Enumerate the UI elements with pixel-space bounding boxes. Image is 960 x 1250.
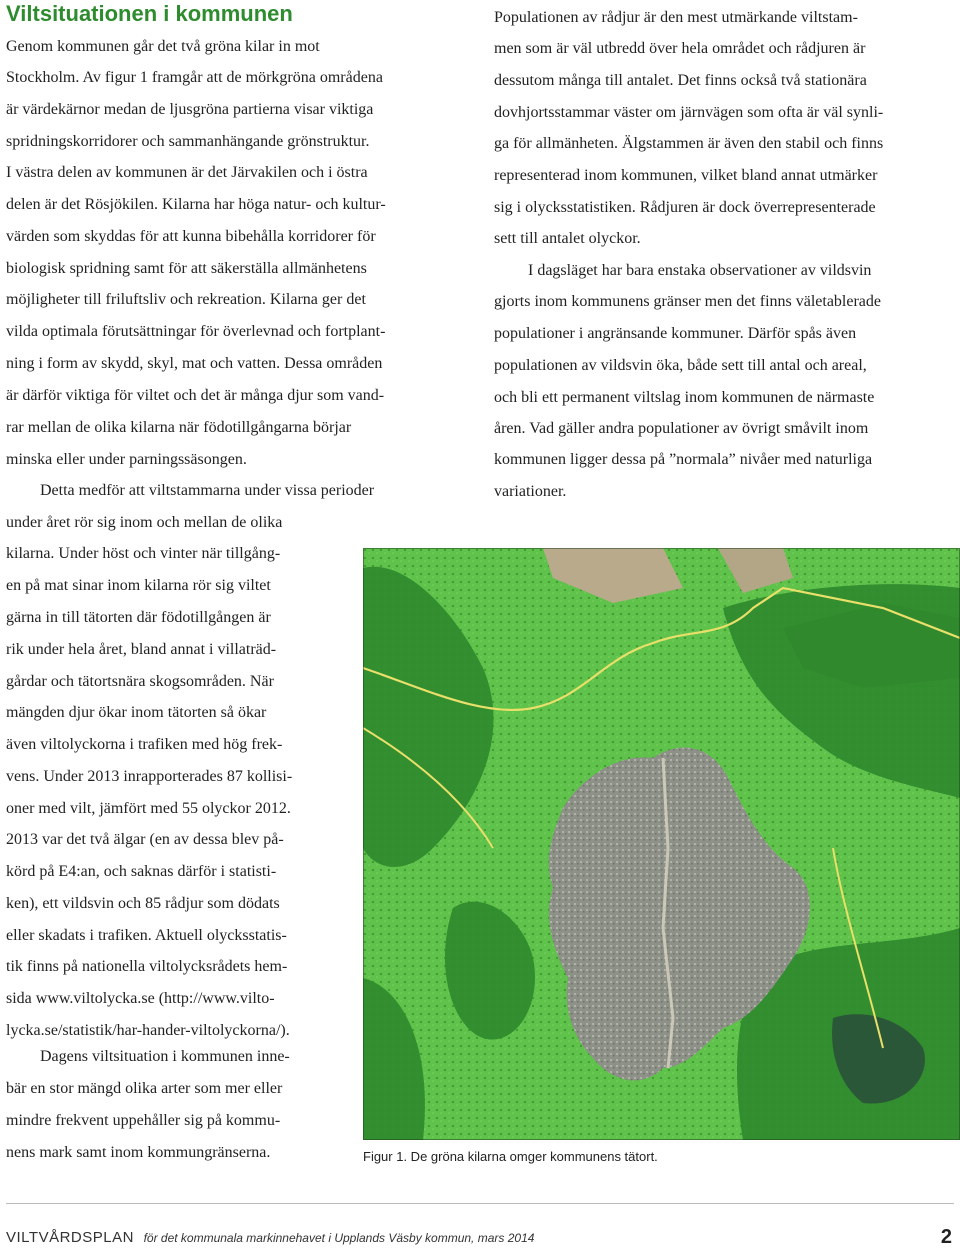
left-text-line: 2013 var det två älgar (en av dessa blev på- [6,831,284,848]
left-text-line: I västra delen av kommunen är det Järvakilen och i östra [6,164,368,181]
right-text-line: sett till antalet olyckor. [494,230,641,247]
footer-subtitle: för det kommunala markinnehavet i Upplands Väsby kommun, mars 2014 [143,1231,535,1245]
right-text-line: gjorts inom kommunens gränser men det finns väletablerade [494,293,882,310]
left-text-line: kilarna. Under höst och vinter när tillgång- [6,545,281,562]
left-text-line: värden som skyddas för att kunna bibehålla korridorer för [6,228,376,245]
figure-caption: Figur 1. De gröna kilarna omger kommunens tätort. [363,1149,658,1164]
right-text-line: kommunen ligger dessa på ”normala” nivåer med naturliga [494,451,873,468]
footer [6,1229,534,1246]
left-text-line: möjligheter till friluftsliv och rekreation. Kilarna ger det [6,291,366,308]
left-text-line: Dagens viltsituation i kommunen inne- [40,1048,290,1065]
right-text-line: dovhjortsstammar väster om järnvägen som ofta är väl synli- [494,104,884,121]
footer-brand: VILTVÅRDSPLAN [6,1229,134,1246]
left-text-line: delen är det Rösjökilen. Kilarna har höga natur- och kultur- [6,196,386,213]
left-text-line: under året rör sig inom och mellan de olika [6,514,283,531]
right-text-line: men som är väl utbredd över hela området och rådjuren är [494,40,866,57]
right-text-line: variationer. [494,483,567,500]
right-text-line: ga för allmänheten. Älgstammen är även den stabil och finns [494,135,884,152]
left-text-line: körd på E4:an, och saknas därför i statisti- [6,863,277,880]
right-text-line: och bli ett permanent viltslag inom kommunen de närmaste [494,389,875,406]
left-text-line: sida www.viltolycka.se (http://www.vilto- [6,990,275,1007]
left-text-line: mindre frekvent uppehåller sig på kommu- [6,1112,281,1129]
page-title: Viltsituationen i kommunen [6,1,293,26]
right-text-line: sig i olycksstatistiken. Rådjuren är dock överrepresenterade [494,199,876,216]
left-text-line: lycka.se/statistik/har-hander-viltolyckorna/). [6,1022,290,1039]
right-text-line: I dagsläget har bara enstaka observationer av vildsvin [528,262,872,279]
left-text-line: ning i form av skydd, skyl, mat och vatten. Dessa områden [6,355,383,372]
left-text-line: ken), ett vildsvin och 85 rådjur som dödats [6,895,280,912]
right-text-line: åren. Vad gäller andra populationer av övrigt småvilt inom [494,420,869,437]
left-text-line: Detta medför att viltstammarna under vissa perioder [40,482,375,499]
left-text-line: spridningskorridorer och sammanhängande grönstruktur. [6,133,370,150]
figure-map [363,548,960,1140]
left-text-line: oner med vilt, jämfört med 55 olyckor 2012. [6,800,291,817]
page-number: 2 [940,1226,952,1248]
green-wedges-map [363,548,960,1140]
left-text-line: är värdekärnor medan de ljusgröna partierna visar viktiga [6,101,374,118]
footer-divider [6,1203,954,1204]
left-text-line: Stockholm. Av figur 1 framgår att de mörkgröna områdena [6,69,383,86]
left-text-line: är därför viktiga för viltet och det är många djur som vand- [6,387,385,404]
left-text-line: bär en stor mängd olika arter som mer eller [6,1080,283,1097]
left-text-line: gärna in till tätorten där födotillgången är [6,609,271,626]
right-text-line: dessutom många till antalet. Det finns också två stationära [494,72,867,89]
right-text-line: populationen av vildsvin öka, både sett till antal och areal, [494,357,867,374]
left-text-line: eller skadats i trafiken. Aktuell olycksstatis- [6,927,287,944]
left-text-line: även viltolyckorna i trafiken med hög frek- [6,736,283,753]
left-text-line: vens. Under 2013 inrapporterades 87 kollisi- [6,768,293,785]
left-text-line: rar mellan de olika kilarna när födotillgångarna börjar [6,419,352,436]
right-text-line: populationer i angränsande kommuner. Därför spås även [494,325,857,342]
left-text-line: minska eller under parningssäsongen. [6,451,247,468]
left-text-line: vilda optimala förutsättningar för överlevnad och fortplant- [6,323,386,340]
left-text-line: Genom kommunen går det två gröna kilar in mot [6,38,320,55]
left-text-line: en på mat sinar inom kilarna rör sig viltet [6,577,271,594]
left-text-line: mängden djur ökar inom tätorten så ökar [6,704,267,721]
left-text-line: nens mark samt inom kommungränserna. [6,1144,271,1161]
left-text-line: biologisk spridning samt för att säkerställa allmänhetens [6,260,367,277]
left-text-line: gårdar och tätortsnära skogsområden. När [6,673,274,690]
left-text-line: tik finns på nationella viltolycksrådets hem- [6,958,288,975]
right-text-line: Populationen av rådjur är den mest utmärkande viltstam- [494,9,858,26]
left-text-line: rik under hela året, bland annat i villaträd- [6,641,277,658]
right-text-line: representerad inom kommunen, vilket bland annat utmärker [494,167,878,184]
